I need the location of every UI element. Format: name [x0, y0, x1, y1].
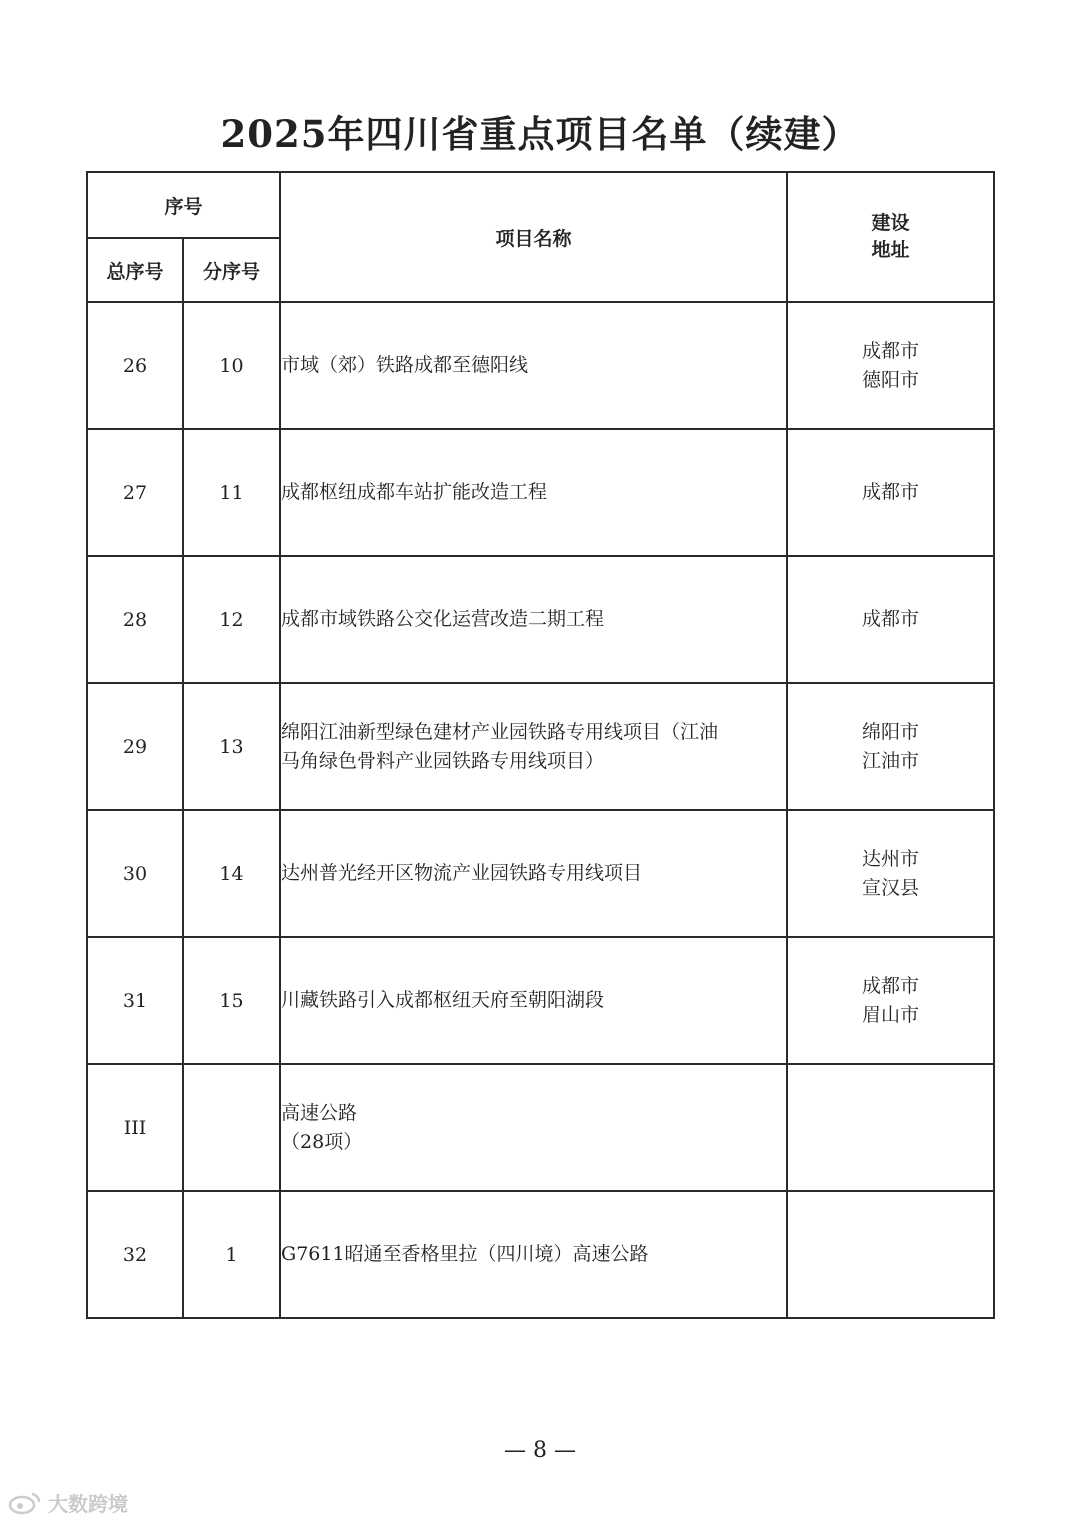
project-name-line: G7611昭通至香格里拉（四川境）高速公路: [281, 1243, 649, 1265]
address-cell: [787, 429, 994, 556]
page-number: — 8 —: [504, 1438, 576, 1463]
address-cell: [787, 810, 994, 937]
sub-seq-cell: 12: [183, 556, 280, 683]
project-name-cell: [280, 302, 787, 429]
sub-seq-cell: 10: [183, 302, 280, 429]
total-seq-cell: 28: [87, 556, 183, 683]
project-name-cell: [280, 1064, 787, 1191]
total-seq-header: 总序号: [87, 238, 183, 302]
projects-table: [86, 171, 995, 1319]
address-line: 成都市: [862, 339, 920, 362]
table-row: [87, 302, 994, 429]
address-cell: [787, 556, 994, 683]
total-seq-cell: 27: [87, 429, 183, 556]
sub-seq-cell: 1: [183, 1191, 280, 1318]
address-cell: [787, 1191, 994, 1318]
project-name-line: 达州普光经开区物流产业园铁路专用线项目: [281, 862, 643, 884]
address-line: 德阳市: [862, 368, 920, 391]
address-line: 成都市: [862, 608, 920, 630]
table-row: [87, 1064, 994, 1191]
project-name-line: 高速公路: [281, 1101, 358, 1124]
project-name-cell: [280, 556, 787, 683]
address-line: 眉山市: [862, 1003, 920, 1026]
table-row: [87, 810, 994, 937]
sub-seq-cell: 14: [183, 810, 280, 937]
address-line: 宣汉县: [862, 876, 920, 899]
table-row: [87, 556, 994, 683]
project-name-cell: [280, 429, 787, 556]
address-line: 成都市: [862, 481, 920, 503]
address-cell: [787, 937, 994, 1064]
project-name-cell: [280, 937, 787, 1064]
sub-seq-cell: 13: [183, 683, 280, 810]
name-header: 项目名称: [280, 172, 787, 302]
project-name-line: 川藏铁路引入成都枢纽天府至朝阳湖段: [281, 989, 605, 1011]
table-row: [87, 683, 994, 810]
address-line: 成都市: [862, 974, 920, 997]
seq-header: 序号: [87, 172, 280, 238]
address-header: [787, 172, 994, 302]
address-header-line: 建设: [871, 212, 910, 234]
total-seq-cell: 32: [87, 1191, 183, 1318]
total-seq-cell: 29: [87, 683, 183, 810]
project-name-cell: [280, 1191, 787, 1318]
table-row: [87, 1191, 994, 1318]
table-body: [87, 302, 994, 1318]
address-header-line: 地址: [871, 239, 910, 261]
sub-seq-cell: [183, 1064, 280, 1191]
address-line: 达州市: [862, 847, 920, 870]
header-row-top: [87, 172, 994, 238]
project-name-line: 成都市域铁路公交化运营改造二期工程: [281, 608, 605, 630]
project-name-line: 马角绿色骨料产业园铁路专用线项目）: [281, 749, 605, 772]
table-row: [87, 429, 994, 556]
project-name-line: 绵阳江油新型绿色建材产业园铁路专用线项目（江油: [281, 720, 719, 743]
total-seq-cell: 31: [87, 937, 183, 1064]
project-name-line: 成都枢纽成都车站扩能改造工程: [281, 481, 548, 503]
address-line: 绵阳市: [862, 720, 920, 743]
address-line: 江油市: [862, 749, 920, 772]
table-row: [87, 937, 994, 1064]
project-name-cell: [280, 810, 787, 937]
total-seq-cell: 26: [87, 302, 183, 429]
sub-seq-header: 分序号: [183, 238, 280, 302]
weibo-logo-icon: [8, 1491, 42, 1515]
watermark-text: 大数跨境: [48, 1492, 128, 1516]
page-title: 2025年四川省重点项目名单（续建）: [220, 112, 860, 156]
watermark: [8, 1488, 128, 1517]
address-cell: [787, 302, 994, 429]
project-name-cell: [280, 683, 787, 810]
address-cell: [787, 1064, 994, 1191]
project-name-line: 市域（郊）铁路成都至德阳线: [281, 354, 529, 376]
project-name-line: （28项）: [281, 1130, 363, 1153]
total-seq-cell: 30: [87, 810, 183, 937]
total-seq-cell: III: [87, 1064, 183, 1191]
address-cell: [787, 683, 994, 810]
sub-seq-cell: 15: [183, 937, 280, 1064]
sub-seq-cell: 11: [183, 429, 280, 556]
